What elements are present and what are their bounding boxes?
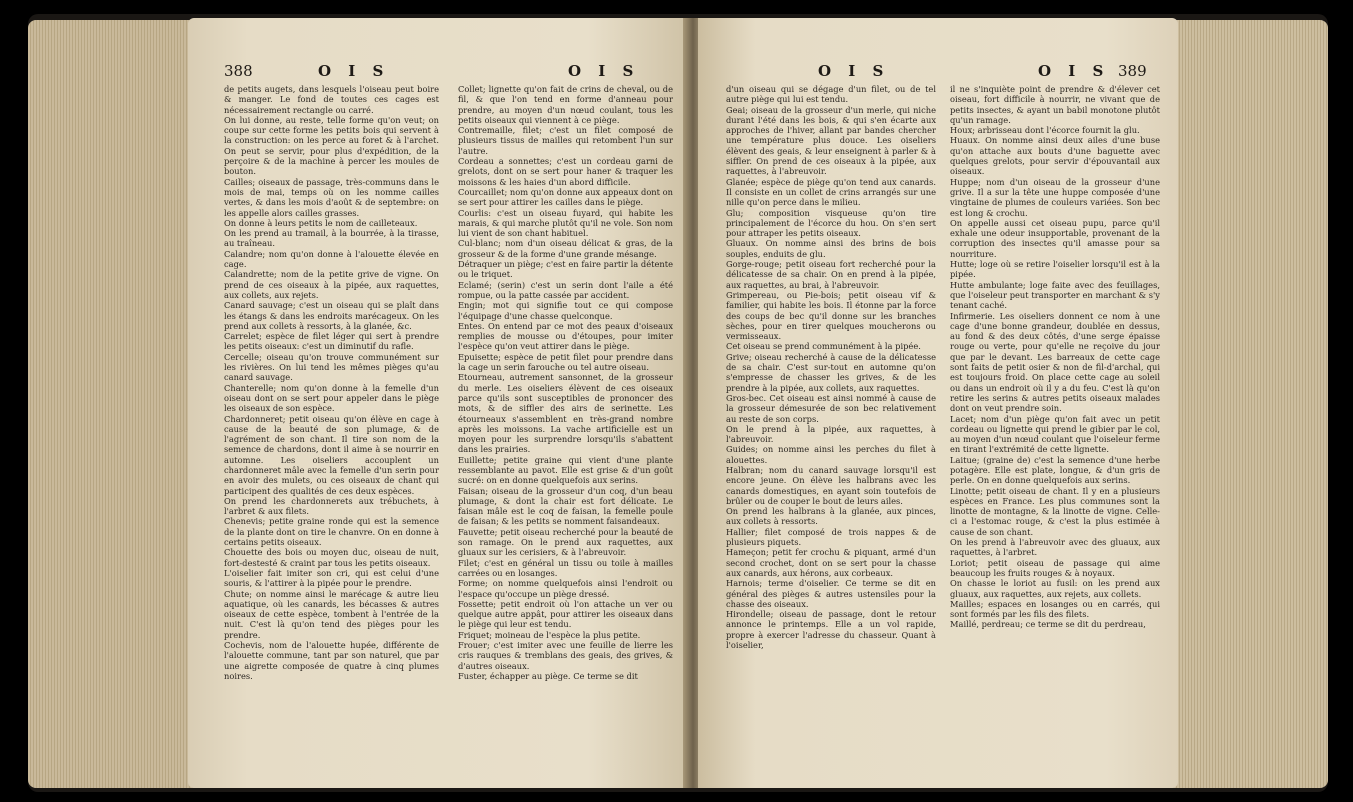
- entry-paragraph: Chardonneret; petit oiseau qu'on élève en cage à cause de la beauté de son plumage, & de l'agrément de son chant. Il tire son nom de la semence de chardons, dont il aime à se nourrir en automne. Les oiseliers accouplent un chardonneret mâle avec la femelle d'un serin pour en avoir des mulets, ou ces oiseaux de chant qui participent des qualités de ces deux espèces.: [224, 413, 439, 496]
- entry-paragraph: Contremaille, filet; c'est un filet composé de plusieurs tissus de mailles qui retombent l'un sur l'autre.: [458, 125, 673, 156]
- entry-paragraph: Fossette; petit endroit où l'on attache un ver ou quelque autre appât, pour attirer les oiseaux dans le piège qui leur est tendu.: [458, 598, 673, 630]
- entry-paragraph: Grive; oiseau recherché à cause de la délicatesse de sa chair. C'est sur-tout en automne qu'on s'empresse de chasser les grives, & de les prendre à la pipée, aux collets, aux raquettes.: [726, 351, 936, 393]
- entry-paragraph: Détraquer un piège; c'est en faire partir la détente ou le triquet.: [458, 259, 673, 280]
- entry-paragraph: Gros-bec. Cet oiseau est ainsi nommé à cause de la grosseur démesurée de son bec relativement au reste de son corps.: [726, 392, 936, 424]
- entry-paragraph: On prend les halbrans à la glanée, aux pinces, aux collets à ressorts.: [726, 506, 936, 527]
- entry-paragraph: Chouette des bois ou moyen duc, oiseau de nuit, fort-destesté & craint par tous les petits oiseaux.: [224, 547, 439, 568]
- entry-paragraph: Lacet; nom d'un piège qu'on fait avec un petit cordeau ou lignette qui prend le gibier par le col, au moyen d'un nœud coulant que l'oiseleur ferme en tirant l'extrémité de cette lignette.: [950, 413, 1160, 455]
- entry-paragraph: On le prend à la pipée, aux raquettes, à l'abreuvoir.: [726, 423, 936, 445]
- entry-paragraph: Cordeau a sonnettes; c'est un cordeau garni de grelots, dont on se sert pour haner & traquer les moissons & les haies d'un abord difficile.: [458, 156, 673, 187]
- entry-paragraph: Cailles; oiseaux de passage, très-communs dans le mois de mai, temps où on les nomme cailles vertes, & dans les mois d'août & de septembre: on les appelle alors cailles grasses.: [224, 176, 439, 218]
- entry-paragraph: Hameçon; petit fer crochu & piquant, armé d'un second crochet, dont on se sert pour la chasse aux canards, aux hérons, aux corbeaux.: [726, 547, 936, 578]
- entry-paragraph: Infirmerie. Les oiseliers donnent ce nom à une cage d'une bonne grandeur, doublée en dessus, au fond & des deux côtés, d'une serge épaisse rouge ou verte, pour qu'elle ne reçoive du jour que par le devant. Les barreaux de cette cage sont faits de petit osier & non de fil-d'archal, qui est toujours froid. On place cette cage au soleil ou dans un endroit où il y a du feu. C'est là qu'on retire les serins & autres petits oiseaux malades dont on veut prendre soin.: [950, 310, 1160, 414]
- entry-paragraph: Cul-blanc; nom d'un oiseau délicat & gras, de la grosseur & de la forme d'une grande mésange.: [458, 238, 673, 259]
- entry-paragraph: Cochevis, nom de l'alouette hupée, différente de l'alouette commune, tant par son naturel, que par une aigrette composée de quatre à cinq plumes noires.: [224, 640, 439, 681]
- entry-paragraph: d'un oiseau qui se dégage d'un filet, ou de tel autre piège qui lui est tendu.: [726, 84, 936, 105]
- entry-paragraph: Fauvette; petit oiseau recherché pour la beauté de son ramage. On le prend aux raquettes, aux gluaux sur les cerisiers, & à l'abreuvoir.: [458, 526, 673, 558]
- left-page-edges: [28, 20, 198, 788]
- running-head-left-a: O I S: [318, 62, 390, 80]
- entry-paragraph: Gluaux. On nomme ainsi des brins de bois souples, enduits de glu.: [726, 238, 936, 259]
- entry-paragraph: Harnois; terme d'oiselier. Ce terme se dit en général des pièges & autres ustensiles pour la chasse des oiseaux.: [726, 578, 936, 609]
- entry-paragraph: On lui donne, au reste, telle forme qu'on veut; on coupe sur cette forme les petits bois qui servent à la construction: on les perce au foret & à l'archet. On peut se servir, pour plus d'expédition, de la perçoire & de la machine à percer les moules de bouton.: [224, 114, 439, 177]
- entry-paragraph: Chanterelle; nom qu'on donne à la femelle d'un oiseau dont on se sert pour appeler dans le piège les oiseaux de son espèce.: [224, 382, 439, 414]
- right-column-2: [950, 84, 1160, 630]
- entry-paragraph: Houx; arbrisseau dont l'écorce fournit la glu.: [950, 125, 1140, 136]
- entry-paragraph: Filet; c'est en général un tissu ou toile à mailles carrées ou en losanges.: [458, 557, 673, 578]
- entry-paragraph: On donne à leurs petits le nom de cailleteaux.: [224, 217, 418, 228]
- entry-paragraph: Guides; on nomme ainsi les perches du filet à alouettes.: [726, 444, 936, 465]
- left-column-2: [458, 84, 673, 681]
- entry-paragraph: Linotte; petit oiseau de chant. Il y en a plusieurs espèces en France. Les plus communes sont la linotte de montagne, & la linotte de vigne. Celle-ci a l'estomac rouge, & c'est la plus estimée à cause de son chant.: [950, 485, 1160, 537]
- entry-paragraph: Forme; on nomme quelquefois ainsi l'endroit ou l'espace qu'occupe un piège dressé.: [458, 578, 673, 599]
- entry-paragraph: Carrelet; espèce de filet léger qui sert à prendre les petits oiseaux: c'est un diminutif du rafle.: [224, 331, 439, 352]
- entry-paragraph: Cet oiseau se prend communément à la pipée.: [726, 341, 921, 352]
- entry-paragraph: Loriot; petit oiseau de passage qui aime beaucoup les fruits rouges & à noyaux.: [950, 557, 1160, 578]
- entry-paragraph: On les prend à l'abreuvoir avec des gluaux, aux raquettes, à l'arbret.: [950, 537, 1160, 558]
- page-number-right: 389: [1118, 62, 1147, 80]
- entry-paragraph: il ne s'inquiète point de prendre & d'élever cet oiseau, fort difficile à nourrir, ne vivant que de petits insectes, & ayant un babil monotone plutôt qu'un ramage.: [950, 84, 1160, 125]
- entry-paragraph: Faisan; oiseau de la grosseur d'un coq, d'un beau plumage, & dont la chair est fort délicate. Le faisan mâle est le coq de faisan, la femelle poule de faisan; & les petits se nomment faisandeaux.: [458, 485, 673, 527]
- entry-paragraph: Courcaillet; nom qu'on donne aux appeaux dont on se sert pour attirer les cailles dans le piège.: [458, 186, 673, 208]
- entry-paragraph: Etourneau, autrement sansonnet, de la grosseur du merle. Les oiseliers élèvent de ces oiseaux parce qu'ils sont susceptibles de prononcer des mots, & de siffler des airs de serinette. Les étourneaux s'assemblent en très-grand nombre après les moissons. La vache artificielle est un moyen pour les surprendre lorsqu'ils s'abattent dans les prairies.: [458, 372, 673, 455]
- entry-paragraph: Geai; oiseau de la grosseur d'un merle, qui niche durant l'été dans les bois, & qui s'en écarte aux approches de l'hiver, allant par bandes chercher une température plus douce. Les oiseliers élèvent des geais, & leur enseignent à parler & à siffler. On prend de ces oiseaux à la pipée, aux raquettes, à l'abreuvoir.: [726, 104, 936, 177]
- entry-paragraph: de petits augets, dans lesquels l'oiseau peut boire & manger. Le fond de toutes ces cages est nécessairement rectangle ou carré.: [224, 84, 439, 115]
- entry-paragraph: Halbran; nom du canard sauvage lorsqu'il est encore jeune. On élève les halbrans avec les canards domestiques, en ayant soin toutefois de brûler ou de couper le bout de leurs ailes.: [726, 464, 936, 506]
- entry-paragraph: Laitue; (graine de) c'est la semence d'une herbe potagère. Elle est plate, longue, & d'un gris de perle. On en donne quelquefois aux serins.: [950, 454, 1160, 486]
- book-spread: [28, 14, 1328, 792]
- entry-paragraph: Euillette; petite graine qui vient d'une plante ressemblante au pavot. Elle est grise & d'un goût sucré: on en donne quelquefois aux serins.: [458, 454, 673, 486]
- entry-paragraph: Gorge-rouge; petit oiseau fort recherché pour la délicatesse de sa chair. On en prend à la pipée, aux raquettes, au brai, à l'abreuvoir.: [726, 259, 936, 290]
- right-page-edges: [1168, 20, 1328, 788]
- entry-paragraph: Engin; mot qui signifie tout ce qui compose l'équipage d'une chasse quelconque.: [458, 300, 673, 321]
- entry-paragraph: On appelle aussi cet oiseau pupu, parce qu'il exhale une odeur insupportable, provenant de la corruption des insectes qu'il amasse pour sa nourriture.: [950, 217, 1160, 259]
- entry-paragraph: Chute; on nomme ainsi le marécage & autre lieu aquatique, où les canards, les bécasses & autres oiseaux de cette espèce, tombent à l'entrée de la nuit. C'est là qu'on tend des pièges pour les prendre.: [224, 588, 439, 640]
- entry-paragraph: L'oiselier fait imiter son cri, qui est celui d'une souris, & l'attirer à la pipée pour le prendre.: [224, 567, 439, 589]
- entry-paragraph: Courlis: c'est un oiseau fuyard, qui habite les marais, & qui marche plutôt qu'il ne vole. Son nom lui vient de son chant habituel.: [458, 207, 673, 239]
- entry-paragraph: Calandrette; nom de la petite grive de vigne. On prend de ces oiseaux à la pipée, aux raquettes, aux collets, aux rejets.: [224, 269, 439, 300]
- entry-paragraph: Entes. On entend par ce mot des peaux d'oiseaux remplies de mousse ou d'étoupes, pour imiter l'espèce qu'on veut attirer dans le piège.: [458, 320, 673, 352]
- entry-paragraph: Huaux. On nomme ainsi deux ailes d'une buse qu'on attache aux bouts d'une baguette avec quelques grelots, pour servir d'épouvantail aux oiseaux.: [950, 135, 1160, 177]
- left-column-1: [224, 84, 439, 681]
- entry-paragraph: Mailles; espaces en losanges ou en carrés, qui sont formés par les fils des filets.: [950, 598, 1160, 620]
- entry-paragraph: Cercelle; oiseau qu'on trouve communément sur les rivières. On lui tend les mêmes pièges qu'au canard sauvage.: [224, 351, 439, 383]
- running-head-left-b: O I S: [568, 62, 640, 80]
- entry-paragraph: Glanée; espèce de piège qu'on tend aux canards. Il consiste en un collet de crins arrangés sur une nille qu'on perce dans le milieu.: [726, 176, 936, 208]
- entry-paragraph: Epuisette; espèce de petit filet pour prendre dans la cage un serin farouche ou tel autre oiseau.: [458, 351, 673, 373]
- entry-paragraph: Grimpereau, ou Pie-bois; petit oiseau vif & familier, qui habite les bois. Il étonne par la force des coups de bec qu'il donne sur les branches sèches, pour en tirer quelques moucherons ou vermisseaux.: [726, 289, 936, 342]
- entry-paragraph: Hallier; filet composé de trois nappes & de plusieurs piquets.: [726, 526, 936, 548]
- right-page: [698, 18, 1178, 788]
- entry-paragraph: Huppe; nom d'un oiseau de la grosseur d'une grive. Il a sur la tête une huppe composée d'une vingtaine de plumes de couleurs variées. Son bec est long & crochu.: [950, 176, 1160, 218]
- entry-paragraph: Frouer; c'est imiter avec une feuille de lierre les cris rauques & tremblans des geais, des grives, & d'autres oiseaux.: [458, 640, 673, 671]
- right-column-1: [726, 84, 936, 650]
- running-head-right-b: O I S: [1038, 62, 1110, 80]
- entry-paragraph: On prend les chardonnerets aux trébuchets, à l'arbret & aux filets.: [224, 495, 439, 517]
- entry-paragraph: Calandre; nom qu'on donne à l'alouette élevée en cage.: [224, 248, 439, 270]
- page-number-left: 388: [224, 62, 253, 80]
- entry-paragraph: Hutte; loge où se retire l'oiselier lorsqu'il est à la pipée.: [950, 259, 1160, 280]
- entry-paragraph: Fuster, échapper au piège. Ce terme se dit: [458, 670, 638, 681]
- entry-paragraph: Glu; composition visqueuse qu'on tire principalement de l'écorce du hou. On s'en sert pour attraper les petits oiseaux.: [726, 207, 936, 239]
- entry-paragraph: Chenevis; petite graine ronde qui est la semence de la plante dont on tire le chanvre. On en donne à certains petits oiseaux.: [224, 516, 439, 548]
- entry-paragraph: On chasse le loriot au fusil: on les prend aux gluaux, aux raquettes, aux rejets, aux collets.: [950, 578, 1160, 599]
- left-page: [188, 18, 688, 788]
- entry-paragraph: Friquet; moineau de l'espèce la plus petite.: [458, 629, 641, 640]
- entry-paragraph: Canard sauvage; c'est un oiseau qui se plaît dans les étangs & dans les endroits marécageux. On les prend aux collets à ressorts, à la glanée, &c.: [224, 300, 439, 331]
- entry-paragraph: Maillé, perdreau; ce terme se dit du perdreau,: [950, 619, 1146, 630]
- running-head-right-a: O I S: [818, 62, 890, 80]
- entry-paragraph: Hutte ambulante; loge faite avec des feuillages, que l'oiseleur peut transporter en marchant & s'y tenant caché.: [950, 279, 1160, 311]
- entry-paragraph: On les prend au tramail, à la bourrée, à la tirasse, au traîneau.: [224, 228, 439, 249]
- entry-paragraph: Hirondelle; oiseau de passage, dont le retour annonce le printemps. Elle a un vol rapide, propre à exercer l'adresse du chasseur. Quant à l'oiselier,: [726, 609, 936, 651]
- entry-paragraph: Collet; lignette qu'on fait de crins de cheval, ou de fil, & que l'on tend en forme d'anneau pour prendre, au moyen d'un nœud coulant, tous les petits oiseaux qui viennent à ce piège.: [458, 84, 673, 125]
- entry-paragraph: Eclamé; (serin) c'est un serin dont l'aile a été rompue, ou la patte cassée par accident.: [458, 279, 673, 300]
